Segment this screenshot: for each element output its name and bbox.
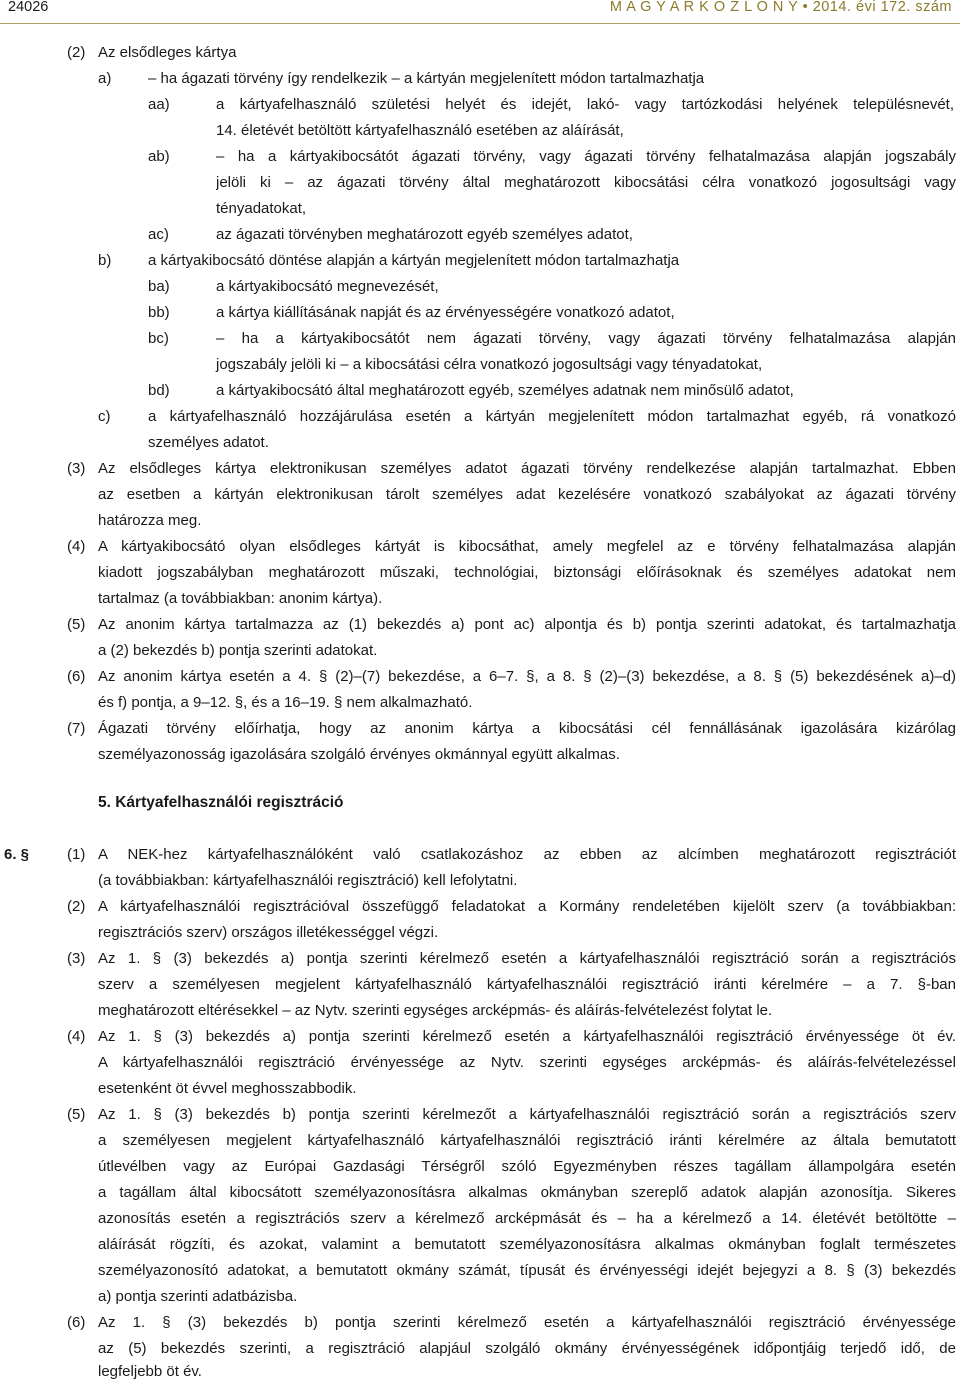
- subpoint-text: jelöli ki – az ágazati törvény által meghatározott kibocsátási célra vonatkozó jogosultsági vagy: [216, 174, 956, 191]
- point-label: c): [98, 408, 111, 425]
- paragraph-label: (4): [67, 538, 86, 555]
- paragraph-text: Az anonim kártya esetén a 4. § (2)–(7) bekezdése, a 6–7. §, a 8. § (2)–(3) bekezdése, a 8. § (5) bekezdésének a)–d): [98, 668, 956, 685]
- paragraph-label: (5): [67, 1106, 86, 1123]
- subpoint-text: a kártyakibocsátó által meghatározott egyéb, személyes adatnak nem minősülő adatot,: [216, 382, 794, 399]
- subpoint-label: ba): [148, 278, 170, 295]
- paragraph-text: Az 1. § (3) bekezdés a) pontja szerinti kérelmező esetén a kártyafelhasználói regisztráció során a regisztrációs: [98, 950, 956, 967]
- paragraph-label: (6): [67, 1314, 86, 1331]
- paragraph-label: (3): [67, 460, 86, 477]
- paragraph-label: (2): [67, 44, 86, 61]
- paragraph-label: (3): [67, 950, 86, 967]
- paragraph-text: személyazonosság igazolására szolgáló érvényes okmánnyal együtt alkalmas.: [98, 746, 620, 763]
- point-label: b): [98, 252, 112, 269]
- paragraph-text: tartalmaz (a továbbiakban: anonim kártya).: [98, 590, 383, 607]
- section-heading: 5. Kártyafelhasználói regisztráció: [98, 794, 344, 811]
- paragraph-text: azonosítás esetén a regisztrációs szerv a kérelmező arcképmását és – ha a kérelmező a 14. életévét betöltötte –: [98, 1210, 956, 1227]
- paragraph-text: személyazonosító adatokat, a bemutatott okmány számát, típusát és érvényességi idejét bejegyzi a 8. § (3) bekezdés: [98, 1262, 956, 1279]
- subpoint-text: – ha a kártyakibocsátót ágazati törvény, vagy ágazati törvény felhatalmazása alapján jogszabály: [216, 148, 956, 165]
- paragraph-text: útlevélben vagy az Európai Gazdasági Térségről szóló Egyezményben részes tagállam állampolgára esetén: [98, 1158, 956, 1175]
- paragraph-text: kiadott jogszabályban meghatározott műszaki, technológiai, biztonsági előírásoknak és személyes adatokat nem: [98, 564, 956, 581]
- paragraph-text: Az elsődleges kártya elektronikusan személyes adatot ágazati törvény rendelkezése alapján tartalmazhat. Ebben: [98, 460, 956, 477]
- paragraph-text: esetenként öt évvel meghosszabbodik.: [98, 1080, 357, 1097]
- paragraph-text: (a továbbiakban: kártyafelhasználói regisztráció) kell lefolytatni.: [98, 872, 518, 889]
- subpoint-text: – ha a kártyakibocsátót nem ágazati törvény, vagy ágazati törvény felhatalmazása alapján: [216, 330, 956, 347]
- point-label: a): [98, 70, 112, 87]
- subpoint-text: a kártya kiállításának napját és az érvényességére vonatkozó adatot,: [216, 304, 675, 321]
- subpoint-text: 14. életévét betöltött kártyafelhasználó esetében az aláírását,: [216, 122, 624, 139]
- paragraph-text: Ágazati törvény előírhatja, hogy az anonim kártya a kibocsátási cél fennállásának igazolására kizárólag: [98, 720, 956, 737]
- paragraph-text: A NEK-hez kártyafelhasználóként való csatlakozáshoz az ebben az alcímben meghatározott regisztrációt: [98, 846, 956, 863]
- paragraph-text: az esetben a kártyán elektronikusan tárolt személyes adat kezelésére vonatkozó szabályokat az ágazati törvény: [98, 486, 956, 503]
- point-text: a kártyakibocsátó döntése alapján a kártyán megjelenített módon tartalmazhatja: [148, 252, 680, 269]
- subpoint-label: bc): [148, 330, 169, 347]
- paragraph-text: meghatározott eltérésekkel – az Nytv. szerinti egységes arcképmás- és aláírás-felvételezést folytat le.: [98, 1002, 773, 1019]
- subpoint-text: az ágazati törvényben meghatározott egyéb személyes adatot,: [216, 226, 633, 243]
- paragraph-label: (7): [67, 720, 86, 737]
- paragraph-text: szerv a személyesen megjelent kártyafelhasználó kártyafelhasználói regisztráció iránti kérelmére – a 7. §-ban: [98, 976, 956, 993]
- paragraph-text: a tagállam által kibocsátott személyazonosításra alkalmas okmányban szereplő adatok alapján azonosítja. Sikeres: [98, 1184, 956, 1201]
- paragraph-text: regisztrációs szerv) országos illetékességgel végzi.: [98, 924, 439, 941]
- paragraph-text: határozza meg.: [98, 512, 202, 529]
- paragraph-text: a személyesen megjelent kártyafelhasználó kártyafelhasználói regisztráció iránti kérelmére az általa bemutatott: [98, 1132, 956, 1149]
- subpoint-text: tényadatokat,: [216, 200, 307, 217]
- publication-title: M A G Y A R K Ö Z L Ö N Y • 2014. évi 172. szám: [609, 0, 952, 15]
- paragraph-text: A kártyafelhasználói regisztrációval összefüggő feladatokat a Kormány rendeletében kijelölt szerv (a továbbiakban:: [98, 898, 956, 915]
- point-text: személyes adatot.: [148, 434, 269, 451]
- paragraph-label: (6): [67, 668, 86, 685]
- paragraph-text: a (2) bekezdés b) pontja szerinti adatokat.: [98, 642, 378, 659]
- subpoint-label: ac): [148, 226, 169, 243]
- paragraph-text: Az 1. § (3) bekezdés b) pontja szerinti kérelmezőt a kártyafelhasználói regisztráció során a regisztrációs szerv: [98, 1106, 956, 1123]
- paragraph-label: (1): [67, 846, 86, 863]
- paragraph-text: Az elsődleges kártya: [98, 44, 237, 61]
- header-rule: [0, 23, 960, 24]
- paragraph-label: (4): [67, 1028, 86, 1045]
- subpoint-label: bd): [148, 382, 170, 399]
- paragraph-text: A kártyakibocsátó olyan elsődleges kártyát is kibocsáthat, amely megfelel az e törvény felhatalmazása alapján: [98, 538, 956, 555]
- page-number: 24026: [8, 0, 49, 15]
- point-text: a kártyafelhasználó hozzájárulása esetén a kártyán megjelenített módon tartalmazhat egyéb, rá vonatkozó: [148, 408, 956, 425]
- subpoint-text: jogszabály jelöli ki – a kibocsátási célra vonatkozó jogosultsági vagy tényadatokat,: [216, 356, 763, 373]
- paragraph-label: (5): [67, 616, 86, 633]
- paragraph-text: az (5) bekezdés szerinti, a regisztráció alapjául szolgáló okmány érvényességének időpontjáig terjedő idő, de: [98, 1340, 956, 1357]
- paragraph-text: Az 1. § (3) bekezdés a) pontja szerinti kérelmező esetén a kártyafelhasználói regisztráció érvényessége öt év.: [98, 1028, 956, 1045]
- paragraph-text: Az anonim kártya tartalmazza az (1) bekezdés a) pont ac) alpontja és b) pontja szerinti adatokat, és tartalmazhatja: [98, 616, 956, 633]
- paragraph-text: a) pontja szerinti adatbázisba.: [98, 1288, 298, 1305]
- point-text: – ha ágazati törvény így rendelkezik – a kártyán megjelenített módon tartalmazhatja: [148, 70, 705, 87]
- paragraph-text: A kártyafelhasználói regisztráció érvényessége az Nytv. szerinti egységes arcképmás- és aláírás-felvételezéssel: [98, 1054, 956, 1071]
- paragraph-text: aláírását rögzíti, és azokat, valamint a bemutatott személyazonosításra alkalmas okmányban foglalt természetes: [98, 1236, 956, 1253]
- paragraph-text: és f) pontja, a 9–12. §, és a 16–19. § nem alkalmazható.: [98, 694, 473, 711]
- paragraph-label: (2): [67, 898, 86, 915]
- paragraph-text: Az 1. § (3) bekezdés b) pontja szerinti kérelmező esetén a kártyafelhasználói regisztráció érvényessége: [98, 1314, 956, 1331]
- subpoint-label: ab): [148, 148, 170, 165]
- section-number: 6. §: [4, 846, 30, 863]
- subpoint-label: bb): [148, 304, 170, 321]
- paragraph-text: legfeljebb öt év.: [98, 1363, 202, 1380]
- subpoint-text: a kártyakibocsátó megnevezését,: [216, 278, 439, 295]
- subpoint-text: a kártyafelhasználó születési helyét és idejét, lakó- vagy tartózkodási helyének településnevét,: [216, 96, 954, 113]
- subpoint-label: aa): [148, 96, 170, 113]
